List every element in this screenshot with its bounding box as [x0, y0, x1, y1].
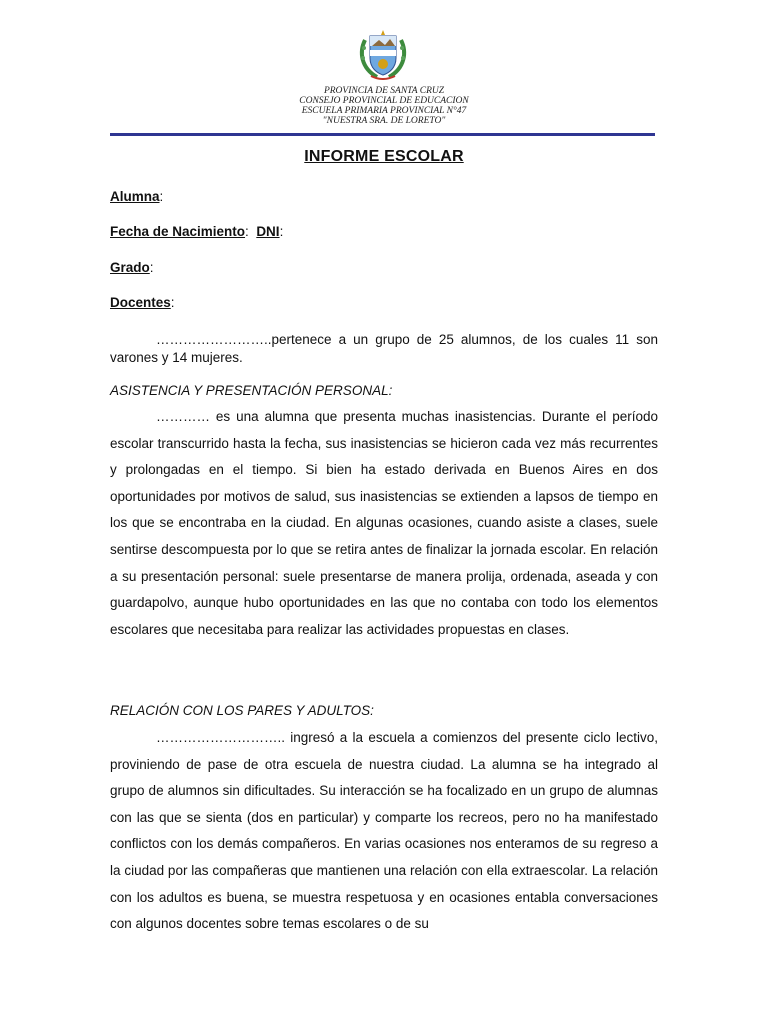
field-dni-label: DNI: [256, 224, 280, 239]
provincial-crest-logo: [357, 30, 409, 80]
field-alumna-label: Alumna: [110, 189, 160, 204]
intro-text: ……………………..pertenece a un grupo de 25 alumnos, de los cuales 11 son varones y 14 mujeres.: [110, 332, 658, 365]
field-fecha-dni: Fecha de Nacimiento: DNI:: [110, 224, 284, 239]
relacion-text: ……………………….. ingresó a la escuela a comienzos del presente ciclo lectivo, proviniendo de pase de otra escuela de nuestra ciudad. La alumna se ha integrado al grupo de alumnos sin dificultades. Su interacción se ha focalizado en un grupo de alumnas con las que se sienta (dos en particular) y comparte los recreos, pero no ha manifestado conflictos con los demás compañeros. En varias ocasiones nos enteramos de su regreso a la ciudad por las compañeras que mantienen una relación con ella extraescolar. La relación con los adultos es buena, se muestra respetuosa y en ocasiones entabla conversaciones con algunos docentes sobre temas escolares o de su: [110, 730, 658, 932]
intro-paragraph: [110, 331, 658, 367]
field-docentes: Docentes:: [110, 295, 175, 310]
header-divider: [110, 133, 655, 136]
header-line-council: CONSEJO PROVINCIAL DE EDUCACION: [299, 96, 469, 106]
header-line-province: PROVINCIA DE SANTA CRUZ: [323, 86, 445, 96]
section-title-relacion: RELACIÓN CON LOS PARES Y ADULTOS:: [110, 703, 374, 718]
header-line-school-name: "NUESTRA SRA. DE LORETO": [322, 116, 446, 126]
relacion-paragraph: [110, 725, 658, 938]
field-grado: Grado:: [110, 260, 154, 275]
asistencia-text: ………… es una alumna que presenta muchas inasistencias. Durante el período escolar transcurrido hasta la fecha, sus inasistencias se hicieron cada vez más recurrentes y prolongadas en el tiempo. Si bien ha estado derivada en Buenos Aires en dos oportunidades por motivos de salud, sus inasistencias se extienden a lapsos de tiempo en los que se encontraba en la ciudad. En algunas ocasiones, cuando asiste a clases, suele sentirse descompuesta por lo que se retira antes de finalizar la jornada escolar. En relación a su presentación personal: suele presentarse de manera prolija, ordenada, aseada y con guardapolvo, aunque hubo oportunidades en las que no contaba con todo los elementos escolares que necesitaba para realizar las actividades propuestas en clases.: [110, 409, 658, 637]
section-title-asistencia: ASISTENCIA Y PRESENTACIÓN PERSONAL:: [110, 383, 393, 398]
field-docentes-label: Docentes: [110, 295, 171, 310]
header-line-school: ESCUELA PRIMARIA PROVINCIAL N°47: [301, 106, 467, 116]
institution-header: [234, 86, 534, 126]
asistencia-paragraph: [110, 404, 658, 643]
document-title: INFORME ESCOLAR: [304, 148, 464, 165]
field-fecha-label: Fecha de Nacimiento: [110, 224, 246, 239]
field-grado-label: Grado: [110, 260, 150, 275]
field-alumna: Alumna:: [110, 189, 164, 204]
